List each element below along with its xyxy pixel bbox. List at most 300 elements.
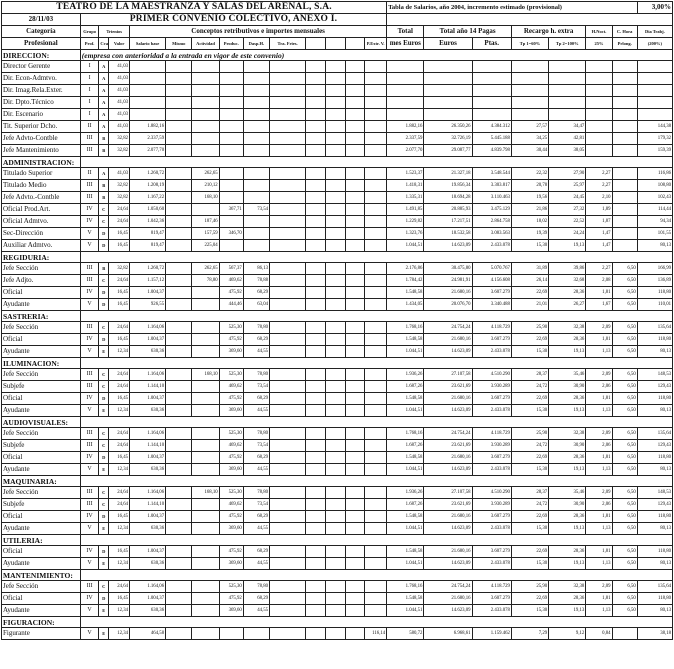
- group-cell: I: [80, 97, 99, 109]
- cell-d: 44,55: [243, 346, 269, 358]
- cell-p: 369,60: [219, 464, 243, 476]
- cell-dt: 135,64: [637, 581, 672, 593]
- cell-a: [192, 145, 219, 157]
- cva-cell: D: [99, 593, 109, 605]
- cell-f: [270, 287, 306, 299]
- cell-dt: 136,89: [637, 275, 672, 287]
- cell-tp: 2.864.758: [472, 216, 511, 228]
- cell-sb: [130, 109, 166, 121]
- cell-dt: 80,13: [637, 405, 672, 417]
- cell-p: 475,92: [219, 334, 243, 346]
- cell-p: [219, 240, 243, 252]
- section-title: AUDIOVISUALES:: [2, 417, 81, 428]
- cell-d: 68,29: [243, 511, 269, 523]
- cell-pe: [365, 581, 387, 593]
- cell-hn: 2,27: [586, 168, 612, 180]
- cell-tm: 1.323,76: [387, 228, 424, 240]
- cell-d: 68,29: [243, 287, 269, 299]
- group-cell: V: [80, 405, 99, 417]
- category-label: Titulado Medio: [2, 180, 81, 192]
- col-hnoct: H.Noct.: [586, 26, 612, 38]
- table-row: [2, 452, 673, 464]
- cell-ch: [612, 228, 637, 240]
- cell-tm: 1.687,26: [387, 381, 424, 393]
- cell-ch: 6,50: [612, 499, 637, 511]
- trienio-value: 41,03: [109, 73, 130, 85]
- cell-r1: 22,69: [511, 334, 548, 346]
- cell-tp: 3.607.279: [472, 393, 511, 405]
- cell-f: [270, 393, 306, 405]
- trienio-value: 41,03: [109, 97, 130, 109]
- cell-hn: 2,06: [586, 499, 612, 511]
- cell-a: [192, 346, 219, 358]
- category-label: Ayudante: [2, 346, 81, 358]
- cell-dt: 80,13: [637, 605, 672, 617]
- cell-r1: 27,57: [511, 121, 548, 133]
- cell-ch: 6,50: [612, 346, 637, 358]
- trienio-value: 16,45: [109, 452, 130, 464]
- cell-r2: 30,90: [549, 499, 586, 511]
- cell-a: [192, 299, 219, 311]
- cell-p: 367,71: [219, 204, 243, 216]
- cell-r2: 39,86: [549, 263, 586, 275]
- cell-sb: 1.164,06: [130, 428, 166, 440]
- cell-p: 525,30: [219, 487, 243, 499]
- cva-cell: C: [99, 499, 109, 511]
- cell-r2: 30,90: [549, 381, 586, 393]
- cell-r2: [549, 109, 586, 121]
- cell-ch: [612, 628, 637, 640]
- cell-f: [270, 85, 306, 97]
- cell-r1: 28,37: [511, 369, 548, 381]
- cell-r1: [511, 97, 548, 109]
- cell-tm: 1.687,26: [387, 499, 424, 511]
- cva-cell: C: [99, 381, 109, 393]
- col-dasp: Dasp.H.: [243, 38, 269, 50]
- group-cell: III: [80, 487, 99, 499]
- cell-dt: 148,53: [637, 487, 672, 499]
- cell-tp: 3.303.817: [472, 180, 511, 192]
- cell-r1: 15,30: [511, 405, 548, 417]
- table-row: [2, 381, 673, 393]
- cell-te: [424, 61, 472, 73]
- group-cell: IV: [80, 393, 99, 405]
- trienio-value: 24,64: [109, 204, 130, 216]
- cell-sb: 630,36: [130, 346, 166, 358]
- cell-hn: 1,13: [586, 405, 612, 417]
- cell-f: [270, 511, 306, 523]
- cell-r2: 24,24: [549, 228, 586, 240]
- cell-hn: 2,09: [586, 428, 612, 440]
- cva-cell: A: [99, 121, 109, 133]
- cell-d: 73,54: [243, 440, 269, 452]
- cell-p: [219, 109, 243, 121]
- note-text: (empresa con anterioridad a la entrada en vigor de este convenio): [80, 50, 672, 61]
- cell-hn: 1,81: [586, 511, 612, 523]
- table-row: [2, 405, 673, 417]
- cell-f: [270, 628, 306, 640]
- cell-te: 21.680,16: [424, 393, 472, 405]
- cell-te: 24.754,24: [424, 581, 472, 593]
- cell-a: [192, 452, 219, 464]
- cell-f: [270, 605, 306, 617]
- cell-sb: 1.144,10: [130, 499, 166, 511]
- cell-tp: 1.159.462: [472, 628, 511, 640]
- trienio-value: 12,34: [109, 628, 130, 640]
- table-row: [2, 109, 673, 121]
- cell-dt: 101,55: [637, 228, 672, 240]
- cva-cell: E: [99, 464, 109, 476]
- cell-dt: 118,80: [637, 393, 672, 405]
- cell-tp: 4.156.608: [472, 275, 511, 287]
- table-row: [2, 204, 673, 216]
- cell-f: [270, 168, 306, 180]
- cell-r2: 38,05: [549, 145, 586, 157]
- cell-r2: 19,13: [549, 523, 586, 535]
- cell-dt: 80,13: [637, 346, 672, 358]
- cell-a: 210,12: [192, 180, 219, 192]
- cell-sb: 2.077,70: [130, 145, 166, 157]
- group-cell: V: [80, 558, 99, 570]
- cell-d: 68,29: [243, 593, 269, 605]
- cva-cell: D: [99, 287, 109, 299]
- cell-tp: 3.607.279: [472, 334, 511, 346]
- cell-r2: 19,13: [549, 346, 586, 358]
- cell-hn: 1,87: [586, 216, 612, 228]
- cell-r1: 24,72: [511, 499, 548, 511]
- cell-ch: 6,50: [612, 393, 637, 405]
- group-cell: III: [80, 133, 99, 145]
- cell-a: 187,46: [192, 216, 219, 228]
- cell-tp: [472, 61, 511, 73]
- cell-a: [192, 381, 219, 393]
- cell-ch: [612, 180, 637, 192]
- col-prlong: Prlong.: [612, 38, 637, 50]
- cell-sb: 1.882,16: [130, 121, 166, 133]
- cell-f: [270, 322, 306, 334]
- category-label: Director Gerente: [2, 61, 81, 73]
- group-cell: V: [80, 299, 99, 311]
- trienio-value: 32,82: [109, 192, 130, 204]
- cell-p: [219, 121, 243, 133]
- cell-tm: 1.044,51: [387, 605, 424, 617]
- col-salario-base: Salario base: [130, 38, 166, 50]
- cell-tm: 1.523,37: [387, 168, 424, 180]
- cell-r1: 15,30: [511, 558, 548, 570]
- cell-r2: 24,45: [549, 192, 586, 204]
- section-header: [2, 358, 673, 369]
- cell-r2: 32,38: [549, 428, 586, 440]
- cell-ch: 6,50: [612, 381, 637, 393]
- cell-sb: 1.208,19: [130, 180, 166, 192]
- cell-p: 369,60: [219, 405, 243, 417]
- cell-hn: 1,47: [586, 240, 612, 252]
- trienio-value: 24,64: [109, 487, 130, 499]
- cell-hn: 1,81: [586, 334, 612, 346]
- header-date: 28/11/03: [2, 14, 81, 26]
- trienio-value: 41,03: [109, 61, 130, 73]
- cell-d: [243, 97, 269, 109]
- cell-a: [192, 85, 219, 97]
- category-label: Oficial Prod.Art.: [2, 204, 81, 216]
- cell-sb: 1.004,37: [130, 287, 166, 299]
- cell-dt: 179,32: [637, 133, 672, 145]
- cell-f: [270, 499, 306, 511]
- cell-d: 68,29: [243, 546, 269, 558]
- cell-d: [243, 628, 269, 640]
- cell-hn: 2,09: [586, 581, 612, 593]
- cell-dt: 80,13: [637, 558, 672, 570]
- cell-a: [192, 109, 219, 121]
- header-row-3: [2, 26, 673, 38]
- cva-cell: E: [99, 523, 109, 535]
- cell-te: 21.680,16: [424, 452, 472, 464]
- col-total-anio: Total año 14 Pagas: [424, 26, 512, 38]
- cell-ch: [612, 121, 637, 133]
- cell-dt: 159,39: [637, 145, 672, 157]
- cell-tp: 3.607.279: [472, 452, 511, 464]
- cell-ch: [612, 240, 637, 252]
- cell-r1: 28,37: [511, 487, 548, 499]
- cell-hn: 1,81: [586, 287, 612, 299]
- cell-tm: 1.687,26: [387, 440, 424, 452]
- category-label: Oficial Admtvo.: [2, 216, 81, 228]
- cell-f: [270, 97, 306, 109]
- cell-hn: [586, 61, 612, 73]
- cell-r1: 31,89: [511, 263, 548, 275]
- cell-tp: 3.083.563: [472, 228, 511, 240]
- cell-p: 525,30: [219, 428, 243, 440]
- cell-d: [243, 145, 269, 157]
- cell-f: [270, 452, 306, 464]
- cell-dt: 80,13: [637, 523, 672, 535]
- cell-sb: 1.167,22: [130, 192, 166, 204]
- cell-sb: 819,47: [130, 240, 166, 252]
- cell-p: 475,92: [219, 452, 243, 464]
- table-row: [2, 145, 673, 157]
- cell-f: [270, 593, 306, 605]
- trienio-value: 16,45: [109, 593, 130, 605]
- category-label: Oficial: [2, 334, 81, 346]
- group-cell: III: [80, 180, 99, 192]
- cell-f: [270, 228, 306, 240]
- cell-d: [243, 73, 269, 85]
- cell-pe: [365, 428, 387, 440]
- trienio-value: 16,45: [109, 299, 130, 311]
- cell-tp: 3.930.289: [472, 381, 511, 393]
- group-cell: III: [80, 369, 99, 381]
- cell-d: 78,80: [243, 487, 269, 499]
- cell-r2: 32,38: [549, 322, 586, 334]
- cell-tp: 2.433.078: [472, 523, 511, 535]
- cva-cell: B: [99, 145, 109, 157]
- cell-tp: [472, 85, 511, 97]
- cell-dt: 148,53: [637, 369, 672, 381]
- cell-a: [192, 593, 219, 605]
- cell-a: [192, 499, 219, 511]
- cell-sb: 1.004,37: [130, 546, 166, 558]
- cell-ch: 6,50: [612, 511, 637, 523]
- cell-te: 20.885,93: [424, 204, 472, 216]
- cell-f: [270, 381, 306, 393]
- trienio-value: 32,82: [109, 263, 130, 275]
- section-header: [2, 157, 673, 168]
- category-label: Dir. Escenario: [2, 109, 81, 121]
- cell-f: [270, 299, 306, 311]
- group-cell: I: [80, 85, 99, 97]
- table-title: Tabla de Salarios, año 2004, incremento estimado (provisional): [387, 2, 638, 14]
- col-dia-trabj: Dia Trabj.: [637, 26, 672, 38]
- category-label: Jefe Adjto.: [2, 275, 81, 287]
- cell-pe: [365, 97, 387, 109]
- col-pextr: P.Extr. V.: [365, 38, 387, 50]
- table-row: [2, 228, 673, 240]
- category-label: Sec-Dirección: [2, 228, 81, 240]
- cell-sb: 630,36: [130, 605, 166, 617]
- cell-f: [270, 145, 306, 157]
- cell-d: [243, 216, 269, 228]
- table-row: [2, 346, 673, 358]
- cell-hn: 1,81: [586, 452, 612, 464]
- cell-tp: 3.607.279: [472, 546, 511, 558]
- cell-a: [192, 628, 219, 640]
- cell-r1: [511, 73, 548, 85]
- cell-p: 346,70: [219, 228, 243, 240]
- category-label: Dir. Imag.Rela.Exter.: [2, 85, 81, 97]
- table-row: [2, 334, 673, 346]
- cell-pe: [365, 192, 387, 204]
- cell-ch: 6,50: [612, 487, 637, 499]
- cell-pe: [365, 61, 387, 73]
- cell-r2: 19,13: [549, 405, 586, 417]
- cell-sb: [130, 85, 166, 97]
- cell-ch: [612, 168, 637, 180]
- cva-cell: C: [99, 204, 109, 216]
- cell-r1: 21,01: [511, 299, 548, 311]
- cell-hn: 2,09: [586, 487, 612, 499]
- cell-dt: 116,86: [637, 168, 672, 180]
- cell-te: 30.475,80: [424, 263, 472, 275]
- cell-p: 567,37: [219, 263, 243, 275]
- table-row: [2, 369, 673, 381]
- cell-dt: 110,01: [637, 299, 672, 311]
- category-label: Oficial: [2, 593, 81, 605]
- table-row: [2, 322, 673, 334]
- cell-p: 369,60: [219, 346, 243, 358]
- cell-sb: 1.004,37: [130, 393, 166, 405]
- cell-sb: 630,36: [130, 464, 166, 476]
- cell-ch: 6,50: [612, 546, 637, 558]
- cell-p: 469,62: [219, 499, 243, 511]
- cell-ch: 6,50: [612, 428, 637, 440]
- cell-tp: 2.433.078: [472, 346, 511, 358]
- cell-pe: 116,14: [365, 628, 387, 640]
- cell-tm: 580,72: [387, 628, 424, 640]
- cell-a: [192, 97, 219, 109]
- cell-r2: 25,97: [549, 180, 586, 192]
- trienio-value: 16,45: [109, 546, 130, 558]
- cell-tp: 5.445.188: [472, 133, 511, 145]
- cell-a: [192, 546, 219, 558]
- cell-r2: 19,13: [549, 605, 586, 617]
- cva-cell: A: [99, 73, 109, 85]
- table-row: [2, 581, 673, 593]
- cell-r2: 27,32: [549, 204, 586, 216]
- category-label: Jefe Sección: [2, 369, 81, 381]
- cell-ch: 6,50: [612, 593, 637, 605]
- cell-pe: [365, 322, 387, 334]
- col-tp2: Tp 2=100%: [549, 38, 586, 50]
- table-row: [2, 287, 673, 299]
- cell-sb: 464,58: [130, 628, 166, 640]
- cell-dt: 80,13: [637, 464, 672, 476]
- cell-hn: 0,84: [586, 628, 612, 640]
- cell-tm: [387, 73, 424, 85]
- cva-cell: C: [99, 322, 109, 334]
- col-grupo: Grupo: [80, 26, 99, 38]
- category-label: Jefe Sección: [2, 263, 81, 275]
- group-cell: V: [80, 240, 99, 252]
- cell-f: [270, 133, 306, 145]
- cell-dt: 80,13: [637, 240, 672, 252]
- cell-r2: 35,46: [549, 487, 586, 499]
- cell-a: [192, 558, 219, 570]
- cell-sb: 1.050,60: [130, 204, 166, 216]
- cva-cell: D: [99, 452, 109, 464]
- cell-p: 525,30: [219, 322, 243, 334]
- cell-p: [219, 216, 243, 228]
- table-row: [2, 605, 673, 617]
- category-label: Titulado Superior: [2, 168, 81, 180]
- cell-r1: 34,25: [511, 133, 548, 145]
- cell-r1: 22,69: [511, 393, 548, 405]
- category-label: Jefe Sección: [2, 581, 81, 593]
- cell-pe: [365, 499, 387, 511]
- cell-r2: [549, 61, 586, 73]
- section-header: [2, 417, 673, 428]
- cell-ch: 6,50: [612, 263, 637, 275]
- cell-d: [243, 228, 269, 240]
- cell-pe: [365, 204, 387, 216]
- cell-r1: 26,14: [511, 275, 548, 287]
- category-label: Oficial: [2, 287, 81, 299]
- cell-f: [270, 263, 306, 275]
- table-row: [2, 628, 673, 640]
- cell-f: [270, 487, 306, 499]
- cell-r1: 21,86: [511, 204, 548, 216]
- category-label: Jefe Advto-Contble: [2, 133, 81, 145]
- cell-p: 369,60: [219, 523, 243, 535]
- trienio-value: 12,34: [109, 405, 130, 417]
- header-row-2: [2, 14, 673, 26]
- cell-p: 469,62: [219, 440, 243, 452]
- cell-tm: 1.044,51: [387, 464, 424, 476]
- trienio-value: 12,34: [109, 605, 130, 617]
- cell-d: 73,54: [243, 204, 269, 216]
- category-label: Jefe Sección: [2, 322, 81, 334]
- group-cell: IV: [80, 204, 99, 216]
- cell-sb: [130, 73, 166, 85]
- cell-pe: [365, 263, 387, 275]
- cell-hn: 1,81: [586, 546, 612, 558]
- table-row: [2, 487, 673, 499]
- cell-sb: 630,36: [130, 523, 166, 535]
- cell-tm: 2.337,59: [387, 133, 424, 145]
- cell-r1: 30,44: [511, 145, 548, 157]
- cell-r1: 19,56: [511, 192, 548, 204]
- table-row: [2, 511, 673, 523]
- cell-dt: 129,43: [637, 381, 672, 393]
